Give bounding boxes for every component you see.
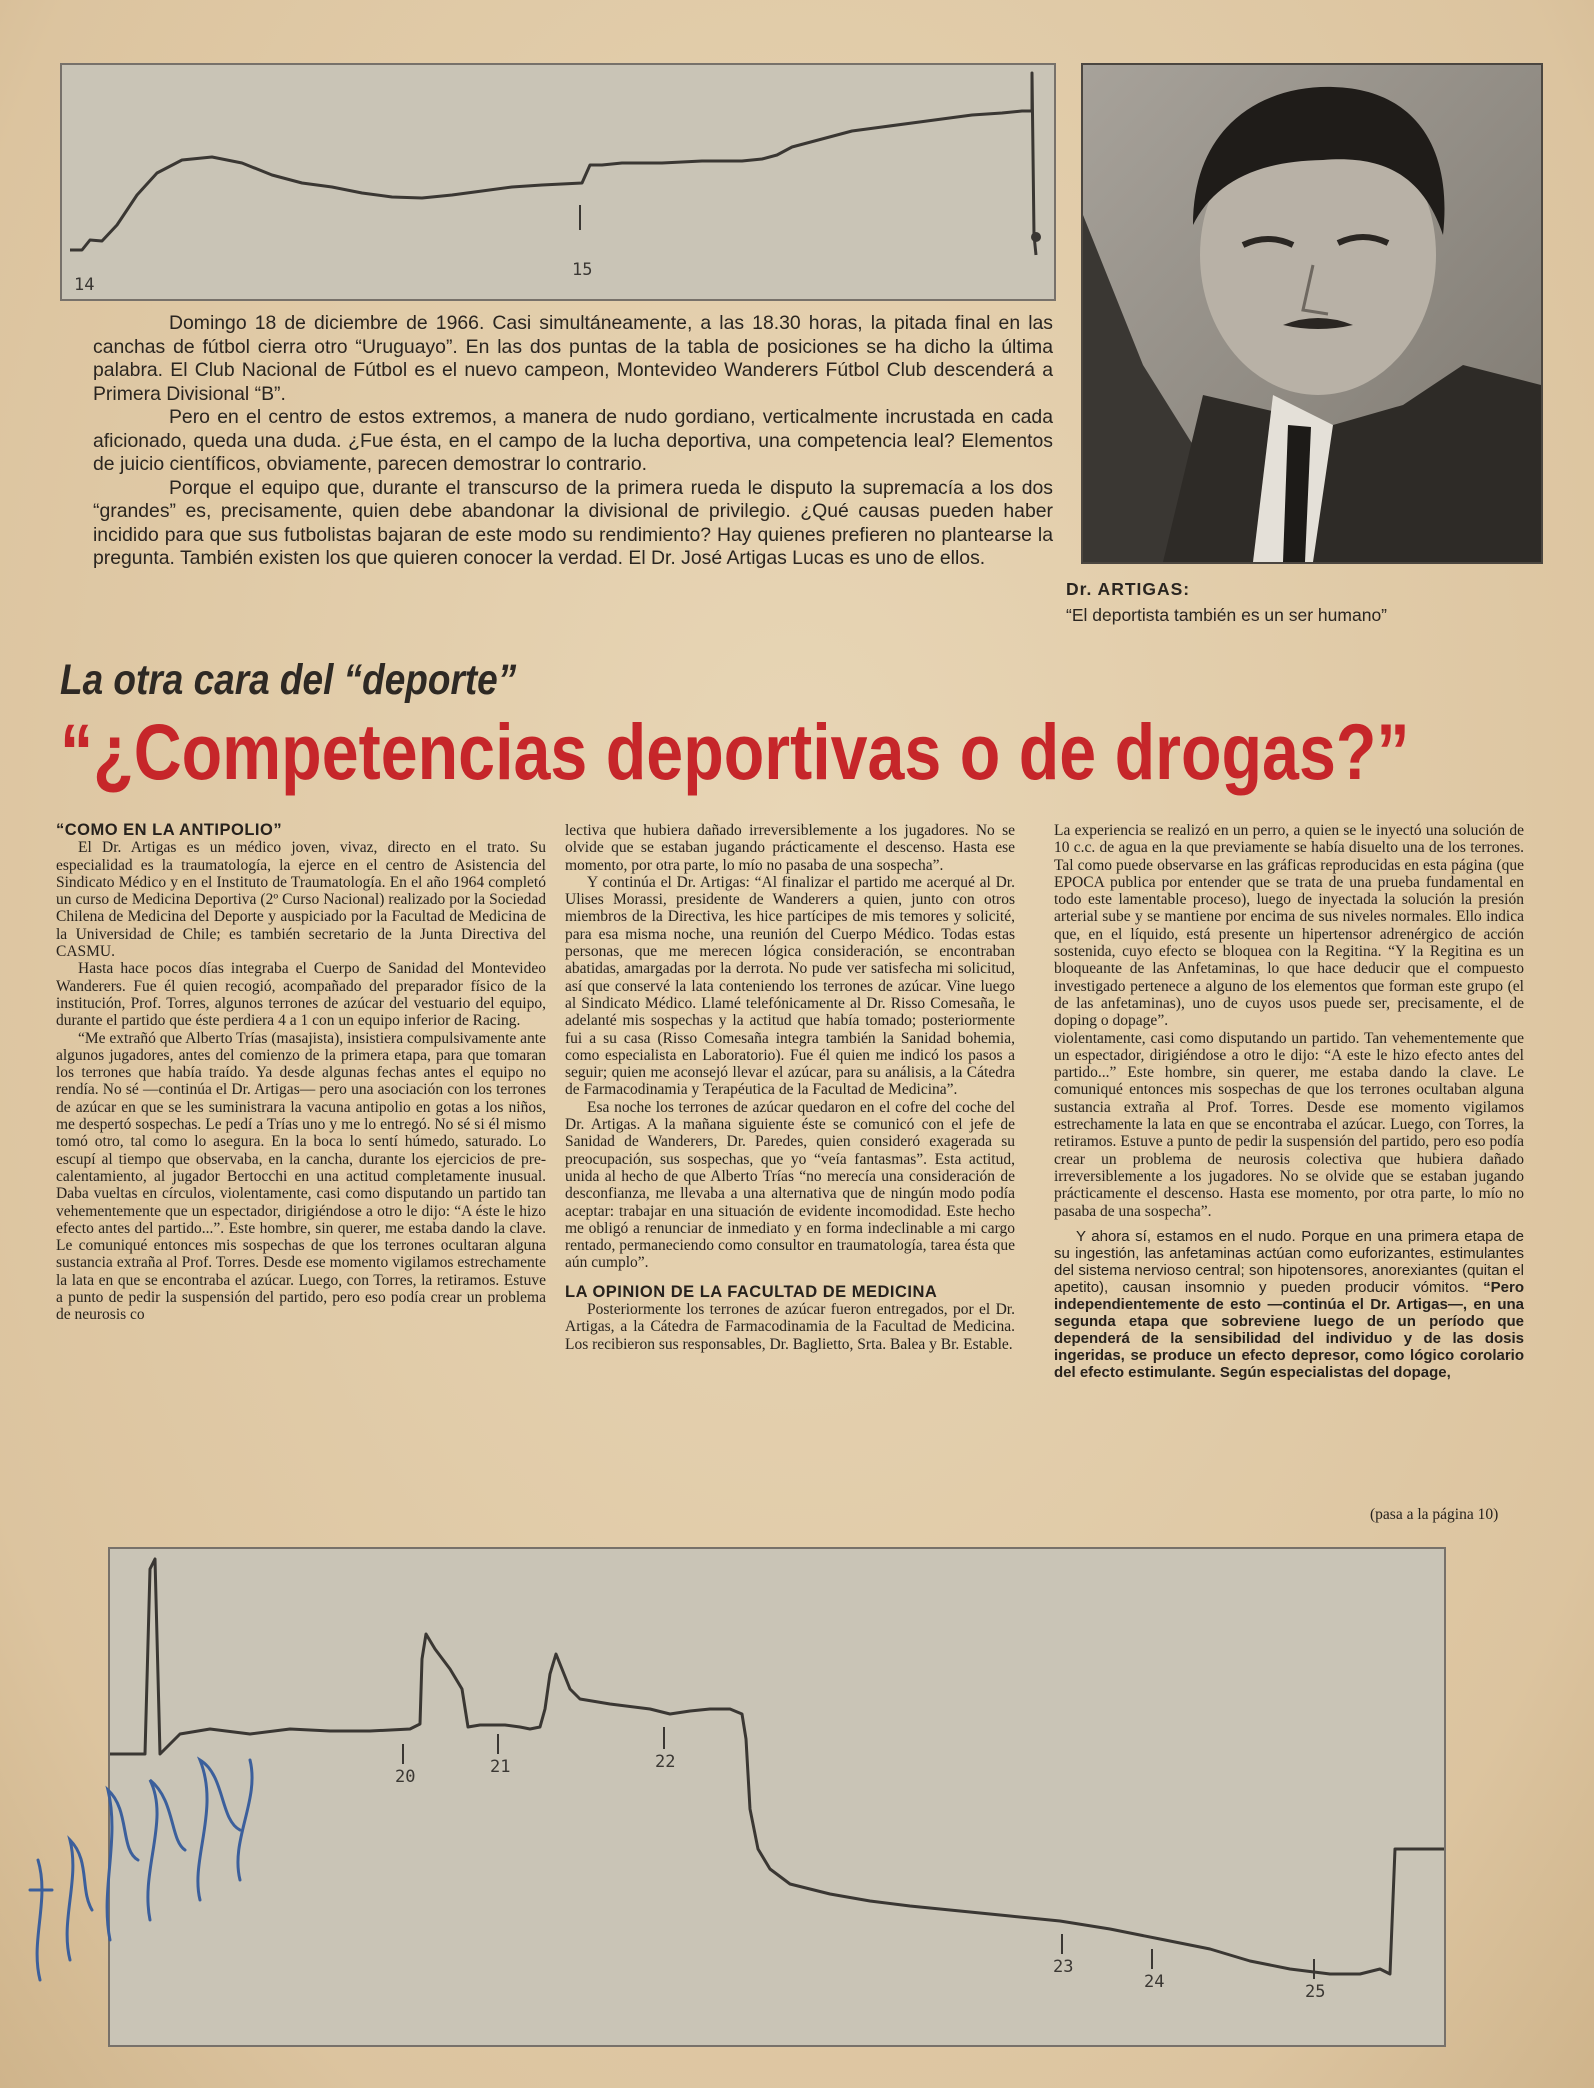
kicker-headline: La otra cara del “deporte” [60,656,517,704]
blood-pressure-chart-bottom [108,1547,1446,2047]
portrait-photo-dr-artigas [1081,63,1543,564]
article-paragraph: Hasta hace pocos días integraba el Cuerpo de Sanidad del Montevideo Wanderers. Fue él quien recogió, acompañado del preparador físico de la institución, Prof. Torres, algunos terrones de azúcar del vestuario del equipo, durante el partido que éste perdiera 4 a 1 con un equipo inferior de Racing. [56,960,546,1030]
article-paragraph: Esa noche los terrones de azúcar quedaron en el cofre del coche del Dr. Artigas. A la mañana siguiente éste se comunicó con el jefe de Sanidad de Wanderers, Dr. Paredes, quien consideró exagerada su preocupación, sus sospechas, que yo “veía fantasmas”. Esta actitud, unida al hecho de que Alberto Trías “no merecía una consideración de desconfianza, me llevaba a una alternativa que de ningún modo podía aceptar: trabajar en una situación de evidente incomodidad. Este hecho me obligó a renunciar de inmediato y en forma indeclinable a mi cargo rentado, permaneciendo como consultor en traumatología, tarea ésta que aún cumplo”. [565,1098,1015,1272]
handwritten-annotation [0,1560,300,2000]
intro-paragraph: Domingo 18 de diciembre de 1966. Casi simultáneamente, a las 18.30 horas, la pitada final en las canchas de fútbol cierra otro “Uruguayo”. En las dos puntas de la tabla de posiciones se ha dicho la última palabra. El Club Nacional de Fútbol es el nuevo campeon, Montevideo Wanderers Fútbol Club descenderá a Primera Divisional “B”. [93,312,1053,405]
column-1-subhead: “COMO EN LA ANTIPOLIO” [56,821,283,839]
caption-quote: “El deportista también es un ser humano” [1066,605,1387,625]
column-2-subhead: LA OPINION DE LA FACULTAD DE MEDICINA [565,1282,938,1301]
article-paragraph: violentamente, casi como disputando un partido. Tan vehementemente que un espectador, dirigiéndose a otro le dijo: “A este le hizo efecto antes del partido...” Este hombre, sin querer, me estaba dando la clave. Le comuniqué entonces mis sospechas de que los terrones ocultaban alguna sustancia extraña al Prof. Torres. Desde ese momento vigilamos estrechamente la lata en que se encontraba el azúcar. Luego, con Torres, la retiramos. Estuve a punto de pedir la suspensión del partido, pero eso podía crear un problema de neurosis colectiva que hubiera dañado irreversiblemente a los jugadores. No se olvide que se estaban jugando prácticamente el descenso. Hasta ese momento, por otra parte, lo mío no pasaba de una sospecha”. [1054,1029,1524,1220]
article-paragraph: lectiva que hubiera dañado irreversiblemente a los jugadores. No se olvide que se estaban jugando prácticamente el descenso. Hasta ese momento, por otra parte, lo mío no pasaba de una sospecha”. [565,822,1015,874]
article-paragraph: La experiencia se realizó en un perro, a quien se le inyectó una solución de 10 c.c. de agua en la que previamente se había disuelto una de los terrones. Tal como puede observarse en las gráficas reproducidas en esta página (que EPOCA publica por entender que se trata de una prueba fundamental en todo este lamentable proceso), luego de inyectada la solución la presión arterial sube y se mantiene por encima de sus niveles normales. Ello indica que, en el líquido, está presente un hipertensor adrenérgico de acción sostenida, cuyo efecto se bloquea con la Regitina. “Y la Regitina es un bloqueante de las Anfetaminas, lo que hace deducir que el compuesto investigado pertenece a alguno de los elementos que forman este grupo (el de las anfetaminas), uno de cuyos usos puede ser, precisamente, el de doping o dopage”. [1054,822,1524,1030]
portrait-svg [1083,65,1541,562]
continued-note: (pasa a la página 10) [1370,1506,1499,1523]
chart-top-svg [62,65,1054,299]
chart-bottom-label-25: 25 [1305,1982,1326,2002]
article-column-3 [1054,822,1524,1381]
chart-top-label-15: 15 [572,260,593,280]
photo-caption [1066,576,1506,628]
caption-name: Dr. ARTIGAS: [1066,579,1191,599]
article-paragraph [1054,1228,1524,1381]
chart-top-endpoint [1031,232,1041,242]
intro-paragraph: Porque el equipo que, durante el transcurso de la primera rueda le disputo la supremacía a los dos “grandes” es, precisamente, quien debe abandonar la divisional de privilegio. ¿Qué causas pueden haber incidido para que sus futbolistas bajaran de este modo su rendimiento? Hay quienes prefieren no plantearse la pregunta. También existen los que quieren conocer la verdad. El Dr. José Artigas Lucas es uno de ellos. [93,476,1053,569]
chart-bottom-label-23: 23 [1053,1957,1074,1977]
chart-bottom-label-20: 20 [395,1767,416,1787]
chart-top-label-14: 14 [74,275,95,295]
article-paragraph: Posteriormente los terrones de azúcar fueron entregados, por el Dr. Artigas, a la Cátedra de Farmacodinamia de la Facultad de Medicina. Los recibieron sus responsables, Dr. Baglietto, Srta. Balea y Br. Estable. [565,1301,1015,1353]
chart-bottom-label-22: 22 [655,1752,676,1772]
sans-paragraph-text: Y ahora sí, estamos en el nudo. Porque en una primera etapa de su ingestión, las anfetaminas actúan como euforizantes, estimulantes del sistema nervioso central; son hipotensores, anorexiantes (quitan el apetito), causan insomnio y pueden producir vómitos. [1054,1227,1524,1296]
bold-quote-text: “Pero independientemente de esto —continúa el Dr. Artigas—, en una segunda etapa que sobreviene luego de un período que dependerá de la sensibilidad del individuo y de las dosis ingeridas, se produce un efecto depresor, como lógico corolario del efecto estimulante. Según especialistas del dopage, [1054,1278,1524,1381]
chart-top-trace [70,73,1036,255]
chart-bottom-trace [110,1559,1444,1974]
chart-bottom-svg [110,1549,1444,2045]
article-column-1 [56,822,546,1324]
chart-bottom-label-21: 21 [490,1757,511,1777]
main-headline: “¿Competencias deportivas o de drogas?” [60,707,1410,796]
article-paragraph: El Dr. Artigas es un médico joven, vivaz, directo en el trato. Su especialidad es la traumatología, la ejerce en el centro de Asistencia del Sindicato Médico y en el Instituto de Traumatología. En el año 1964 completó un curso de Medicina Deportiva (2º Curso Nacional) realizado por la Sociedad Chilena de Medicina del Deporte y auspiciado por la Facultad de Medicina de la Universidad de Chile; es también secretario de la Junta Directiva del CASMU. [56,839,546,961]
intro-text [93,312,1053,571]
chart-bottom-label-24: 24 [1144,1972,1165,1992]
article-paragraph: “Me extrañó que Alberto Trías (masajista), insistiera compulsivamente ante algunos jugadores, antes del comienzo de la primera etapa, para que tomaran los terrones que había traído. Ya desde algunas fechas antes el equipo no rendía. No sé —continúa el Dr. Artigas— pero una asociación con los terrones de azúcar en que se les suministrara la vacuna antipolio en gotas a los niños, me despertó sospechas. Le pedí a Trías uno y me lo entregó. No sé si él mismo tomó otro, tal como lo asegura. En la boca lo sentí húmedo, saturado. Lo escupí al tiempo que observaba, en la cancha, durante los ejercicios de pre-calentamiento, al jugador Bertocchi en una actitud completamente inusual. Daba vueltas en círculos, violentamente, casi como disputando un partido tan vehementemente que un espectador, dirigiéndose a otro le dijo: “A éste le hizo efecto antes del partido...”. Este hombre, sin querer, me estaba dando la clave. Le comuniqué entonces mis sospechas de que los terrones ocultaran alguna sustancia extraña al Prof. Torres. Desde ese momento vigilamos estrechamente la lata en que se encontraba el azúcar. Luego, con Torres, la retiramos. Estuve a punto de pedir la suspensión del partido, pero eso podía crear un problema de neurosis co [56,1029,546,1324]
blood-pressure-chart-top [60,63,1056,301]
intro-paragraph: Pero en el centro de estos extremos, a manera de nudo gordiano, verticalmente incrustada en cada aficionado, queda una duda. ¿Fue ésta, en el campo de la lucha deportiva, una competencia leal? Elementos de juicio científicos, obviamente, parecen demostrar lo contrario. [93,406,1053,475]
article-paragraph: Y continúa el Dr. Artigas: “Al finalizar el partido me acerqué al Dr. Ulises Morassi, presidente de Wanderers a quien, junto con otros miembros de la Directiva, les hice partícipes de mis temores y solicité, para esa misma noche, una reunión del Cuerpo Médico. Todas estas personas, que me merecen lógica consideración, se encontraban abatidas, amargadas por la derrota. No pude ver satisfecha mi solicitud, así que conservé la lata conteniendo los terrones de azúcar. Vine luego al Sindicato Médico. Llamé telefónicamente al Dr. Risso Comesaña, le adelanté mis sospechas y la actitud que había tomado; posteriormente fui a su casa (Risso Comesaña integra también la Sanidad bohemia, como especialista en Laboratorio). Fue él quien me indicó los pasos a seguir; quien me aconsejó llevar el azúcar, para su análisis, a la Cátedra de Farmacodinamia y Terapéutica de la Facultad de Medicina”. [565,873,1015,1099]
article-column-2 [565,822,1015,1353]
